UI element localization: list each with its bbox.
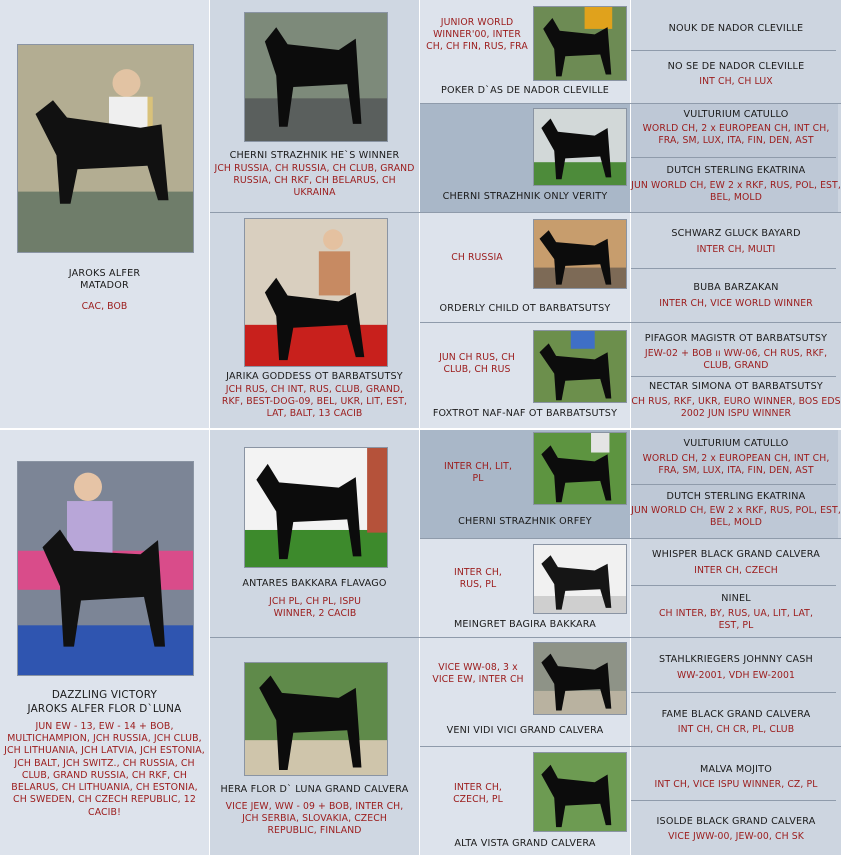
ggp-name: STAHLKRIEGERS JOHNNY CASH: [659, 654, 813, 665]
ggp-titles: JEW-02 + BOB ıı WW-06, CH RUS, RKF, CLUB, GRAND: [644, 348, 828, 372]
ggp-name: DUTCH STERLING EKATRINA: [666, 491, 806, 502]
dog-photo-alta-vista: [533, 752, 627, 832]
divider-g3: [420, 322, 841, 323]
ggp-name: FAME BLACK GRAND CALVERA: [661, 709, 811, 720]
sire-name-line: JAROKS ALFER FLOR D`LUNA: [27, 702, 182, 715]
dog-photo-foxtrot: [533, 330, 627, 403]
dog-photo-hera: [244, 662, 388, 776]
ggp-name: NINEL: [721, 593, 751, 604]
dog-photo-veni-vidi: [533, 642, 627, 715]
divider-gg: [631, 585, 836, 586]
grandparent-titles: INTER CH, LIT, PL: [444, 461, 513, 485]
divider-p1: [210, 212, 841, 213]
ggp-titles: WORLD CH, 2 x EUROPEAN CH, INT CH, FRA, SM, LUX, ITA, FIN, DEN, AST: [642, 123, 830, 147]
grandparent-titles: VICE WW-08, 3 x VICE EW, INTER CH: [432, 662, 524, 686]
divider-gg: [631, 157, 836, 158]
grandparent-name: MEINGRET BAGIRA BAKKARA: [453, 619, 597, 630]
sire-titles: JUN EW - 13, EW - 14 + BOB, MULTICHAMPION, JCH RUSSIA, JCH CLUB, JCH LITHUANIA, JCH LATVIA, JCH ESTONIA, JCH BALT, JCH SWITZ., CH RUSSIA, CH CLUB, GRAND RUSSIA, CH RKF, CH BELARUS, CH LITHUANIA, CH ESTONIA, CH SWEDEN, CH CZECH REPUBLIC, 12 CACIB!: [4, 721, 205, 818]
parent-name: JARIKA GODDESS OT BARBATSUTSY: [226, 371, 403, 382]
dog-photo-jaroks-alfer-matador: [17, 44, 194, 253]
ggp-name: PIFAGOR MAGISTR OT BARBATSUTSY: [644, 333, 828, 344]
ggp-name: SCHWARZ GLUCK BAYARD: [671, 228, 801, 239]
grandparent-name: CHERNI STRAZHNIK ONLY VERITY: [442, 191, 608, 202]
dog-photo-jarika-goddess: [244, 218, 388, 367]
divider-g7: [420, 746, 841, 747]
dog-photo-orfey: [533, 432, 627, 505]
ggp-titles: WW-2001, VDH EW-2001: [676, 670, 796, 681]
divider-mid: [0, 428, 841, 430]
dog-photo-poker-das: [533, 6, 627, 81]
ggp-name: VULTURIUM CATULLO: [683, 109, 789, 120]
dog-photo-only-verity: [533, 108, 627, 186]
ggp-titles: CH RUS, RKF, UKR, EURO WINNER, BOS EDS 2002 JUN ISPU WINNER: [631, 396, 841, 420]
divider-gg: [631, 268, 836, 269]
divider-g5: [420, 538, 841, 539]
ggp-titles: JUN WORLD CH, EW 2 x RKF, RUS, POL, EST, BEL, MOLD: [631, 505, 841, 529]
ggp-name: BUBA BARZAKAN: [693, 282, 779, 293]
sire-name-line: JAROKS ALFER: [68, 268, 141, 279]
ggp-titles: INTER CH, CZECH: [694, 565, 778, 576]
grandparent-name: POKER D`AS DE NADOR CLEVILLE: [440, 85, 610, 96]
parent-titles: JCH RUS, CH INT, RUS, CLUB, GRAND, RKF, BEST-DOG-09, BEL, UKR, LIT, EST, LAT, BALT, 13 CACIB: [221, 384, 408, 420]
divider-gg: [631, 376, 836, 377]
ggp-name: DUTCH STERLING EKATRINA: [666, 165, 806, 176]
ggp-name: ISOLDE BLACK GRAND CALVERA: [656, 816, 816, 827]
divider-p3: [210, 637, 841, 638]
dog-photo-meingret: [533, 544, 627, 614]
ggp-titles: JUN WORLD CH, EW 2 x RKF, RUS, POL, EST, BEL, MOLD: [631, 180, 841, 204]
ggp-name: NECTAR SIMONA OT BARBATSUTSY: [649, 381, 823, 392]
ggp-titles: INTER CH, MULTI: [696, 244, 776, 255]
divider-gg: [631, 800, 836, 801]
grandparent-name: FOXTROT NAF-NAF OT BARBATSUTSY: [432, 408, 618, 419]
parent-name: HERA FLOR D` LUNA GRAND CALVERA: [220, 784, 409, 795]
divider-gg: [631, 484, 836, 485]
ggp-name: NO SE DE NADOR CLEVILLE: [667, 61, 805, 72]
grandparent-titles: CH RUSSIA: [451, 252, 503, 263]
sire-name: [0, 689, 209, 716]
ggp-name: MALVA MOJITO: [700, 764, 772, 775]
ggp-titles: INT CH, CH LUX: [699, 76, 773, 87]
divider-v1: [209, 0, 210, 855]
grandparent-titles: JUNIOR WORLD WINNER'00, INTER CH, CH FIN, RUS, FRA: [426, 17, 528, 53]
parent-name: CHERNI STRAZHNIK HE`S WINNER: [229, 150, 400, 161]
ggp-name: NOUK DE NADOR CLEVILLE: [668, 23, 804, 34]
sire-titles: CAC, BOB: [81, 301, 128, 312]
grandparent-name: ALTA VISTA GRAND CALVERA: [454, 838, 596, 849]
divider-g1: [420, 103, 841, 104]
ggp-name: VULTURIUM CATULLO: [683, 438, 789, 449]
grandparent-titles: INTER CH, RUS, PL: [453, 567, 502, 591]
grandparent-titles: INTER CH, CZECH, PL: [453, 782, 503, 806]
grandparent-name: CHERNI STRAZHNIK ORFEY: [458, 516, 592, 527]
dog-photo-dazzling-victory: [17, 461, 194, 676]
ggp-titles: WORLD CH, 2 x EUROPEAN CH, INT CH, FRA, SM, LUX, ITA, FIN, DEN, AST: [642, 453, 830, 477]
ggp-titles: INT CH, VICE ISPU WINNER, CZ, PL: [654, 779, 818, 790]
sire-name-line: MATADOR: [80, 280, 129, 292]
dog-photo-orderly-child: [533, 219, 627, 289]
grandparent-name: ORDERLY CHILD OT BARBATSUTSY: [439, 303, 611, 314]
grandparent-titles: JUN CH RUS, CH CLUB, CH RUS: [439, 352, 515, 376]
ggp-titles: INTER CH, VICE WORLD WINNER: [659, 298, 813, 309]
parent-name: ANTARES BAKKARA FLAVAGO: [242, 578, 387, 589]
divider-gg: [631, 692, 836, 693]
ggp-name: WHISPER BLACK GRAND CALVERA: [651, 549, 821, 560]
parent-titles: VICE JEW, WW - 09 + BOB, INTER CH, JCH SERBIA, SLOVAKIA, CZECH REPUBLIC, FINLAND: [225, 801, 404, 837]
dog-photo-antares: [244, 447, 388, 568]
parent-titles: JCH PL, CH PL, ISPU WINNER, 2 CACIB: [269, 596, 361, 620]
sire-name-line: DAZZLING VICTORY: [51, 689, 158, 701]
dog-photo-hes-winner: [244, 12, 388, 142]
divider-gg: [631, 50, 836, 51]
ggp-titles: INT CH, CH CR, PL, CLUB: [677, 724, 795, 735]
parent-titles: JCH RUSSIA, CH RUSSIA, CH CLUB, GRAND RUSSIA, CH RKF, CH BELARUS, CH UKRAINA: [214, 163, 415, 199]
ggp-titles: CH INTER, BY, RUS, UA, LIT, LAT, EST, PL: [658, 608, 814, 632]
grandparent-name: VENI VIDI VICI GRAND CALVERA: [446, 725, 604, 736]
ggp-titles: VICE JWW-00, JEW-00, CH SK: [668, 831, 804, 842]
sire-name: [0, 268, 209, 293]
